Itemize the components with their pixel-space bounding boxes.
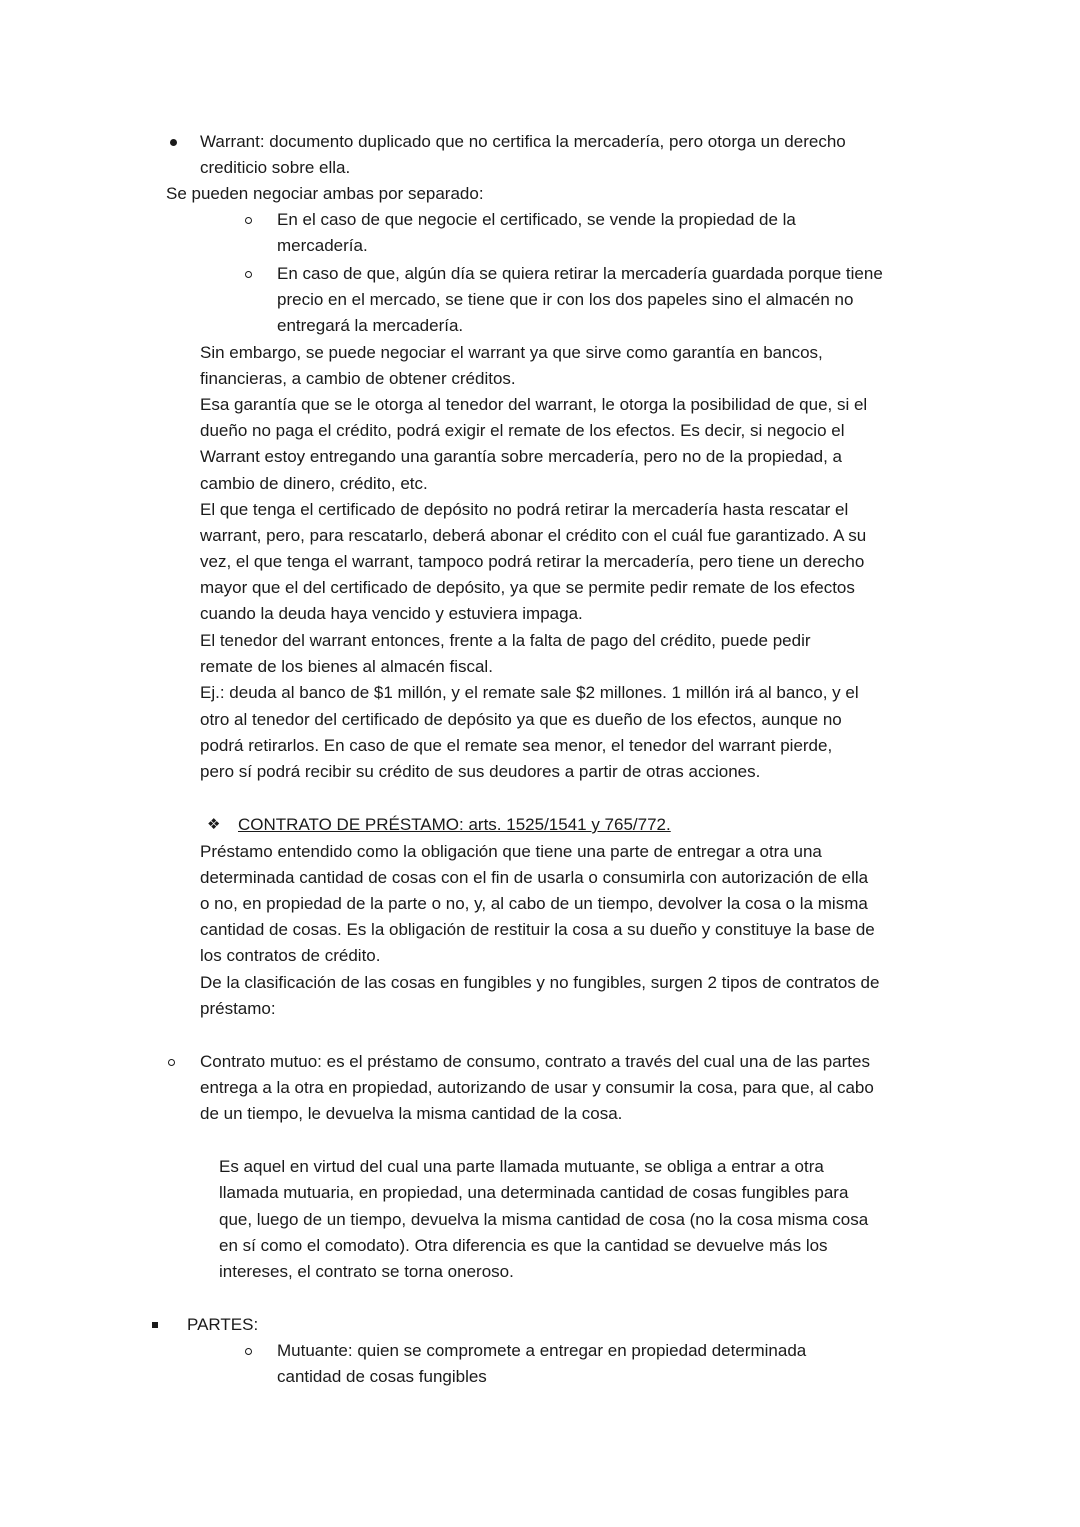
text-line: determinada cantidad de cosas con el fin de usarla o consumirla con autorización de ella	[200, 868, 869, 887]
text-line: mercadería.	[277, 236, 368, 255]
text-line: Contrato mutuo: es el préstamo de consumo, contrato a través del cual una de las partes	[200, 1052, 870, 1071]
text-line: vez, el que tenga el warrant, tampoco podrá retirar la mercadería, pero tiene un derecho	[200, 552, 865, 571]
text-line: Es aquel en virtud del cual una parte llamada mutuante, se obliga a entrar a otra	[219, 1157, 824, 1176]
text-line: Warrant estoy entregando una garantía sobre mercadería, pero no de la propiedad, a	[200, 447, 842, 466]
text-line: Se pueden negociar ambas por separado:	[166, 184, 484, 203]
bullet-circle-icon	[245, 217, 252, 224]
text-line: Esa garantía que se le otorga al tenedor del warrant, le otorga la posibilidad de que, si el	[200, 395, 868, 414]
text-line: En caso de que, algún día se quiera retirar la mercadería guardada porque tiene	[277, 264, 883, 283]
text-line: remate de los bienes al almacén fiscal.	[200, 657, 493, 676]
text-line: El que tenga el certificado de depósito no podrá retirar la mercadería hasta rescatar el	[200, 500, 849, 519]
text-line: los contratos de crédito.	[200, 946, 381, 965]
text-line: warrant, pero, para rescatarlo, deberá abonar el crédito con el cuál fue garantizado. A su	[200, 526, 867, 545]
text-line: mayor que el del certificado de depósito, ya que se permite pedir remate de los efectos	[200, 578, 855, 597]
text-line: PARTES:	[187, 1315, 259, 1334]
text-line: Warrant: documento duplicado que no certifica la mercadería, pero otorga un derecho	[200, 132, 846, 151]
text-line: llamada mutuaria, en propiedad, una determinada cantidad de cosas fungibles para	[219, 1183, 849, 1202]
text-line: o no, en propiedad de la parte o no, y, al cabo de un tiempo, devolver la cosa o la misma	[200, 894, 868, 913]
bullet-circle-icon	[168, 1059, 175, 1066]
text-line: Préstamo entendido como la obligación que tiene una parte de entregar a otra una	[200, 842, 822, 861]
text-line: podrá retirarlos. En caso de que el remate sea menor, el tenedor del warrant pierde,	[200, 736, 833, 755]
bullet-square-icon	[152, 1322, 158, 1328]
bullet-dot-icon	[170, 139, 177, 146]
text-line: precio en el mercado, se tiene que ir con los dos papeles sino el almacén no	[277, 290, 854, 309]
text-line: dueño no paga el crédito, podrá exigir el remate de los efectos. Es decir, si negocio el	[200, 421, 845, 440]
text-line: En el caso de que negocie el certificado, se vende la propiedad de la	[277, 210, 796, 229]
text-line: pero sí podrá recibir su crédito de sus deudores a partir de otras acciones.	[200, 762, 761, 781]
text-line: cantidad de cosas fungibles	[277, 1367, 487, 1386]
text-line: préstamo:	[200, 999, 276, 1018]
bullet-circle-icon	[245, 271, 252, 278]
text-line: crediticio sobre ella.	[200, 158, 351, 177]
text-line: en sí como el comodato). Otra diferencia es que la cantidad se devuelve más los	[219, 1236, 828, 1255]
text-line: cambio de dinero, crédito, etc.	[200, 474, 428, 493]
text-line: De la clasificación de las cosas en fungibles y no fungibles, surgen 2 tipos de contratos de	[200, 973, 880, 992]
text-line: Mutuante: quien se compromete a entregar en propiedad determinada	[277, 1341, 807, 1360]
text-line: cuando la deuda haya vencido y estuviera impaga.	[200, 604, 583, 623]
text-line: intereses, el contrato se torna oneroso.	[219, 1262, 514, 1281]
bullet-circle-icon	[245, 1348, 252, 1355]
text-line: Ej.: deuda al banco de $1 millón, y el remate sale $2 millones. 1 millón irá al banco, y el	[200, 683, 859, 702]
text-line: Sin embargo, se puede negociar el warrant ya que sirve como garantía en bancos,	[200, 343, 823, 362]
diamond-bullet-icon: ❖	[207, 816, 221, 833]
text-line: de un tiempo, le devuelva la misma cantidad de la cosa.	[200, 1104, 623, 1123]
section-heading: CONTRATO DE PRÉSTAMO: arts. 1525/1541 y 765/772.	[238, 815, 671, 834]
text-line: otro al tenedor del certificado de depósito ya que es dueño de los efectos, aunque no	[200, 710, 842, 729]
text-line: entrega a la otra en propiedad, autorizando de usar y consumir la cosa, para que, al cabo	[200, 1078, 874, 1097]
text-line: entregará la mercadería.	[277, 316, 464, 335]
text-line: que, luego de un tiempo, devuelva la misma cantidad de cosa (no la cosa misma cosa	[219, 1210, 869, 1229]
text-line: El tenedor del warrant entonces, frente a la falta de pago del crédito, puede pedir	[200, 631, 811, 650]
text-line: cantidad de cosas. Es la obligación de restituir la cosa a su dueño y constituye la base de	[200, 920, 875, 939]
text-line: financieras, a cambio de obtener créditos.	[200, 369, 516, 388]
